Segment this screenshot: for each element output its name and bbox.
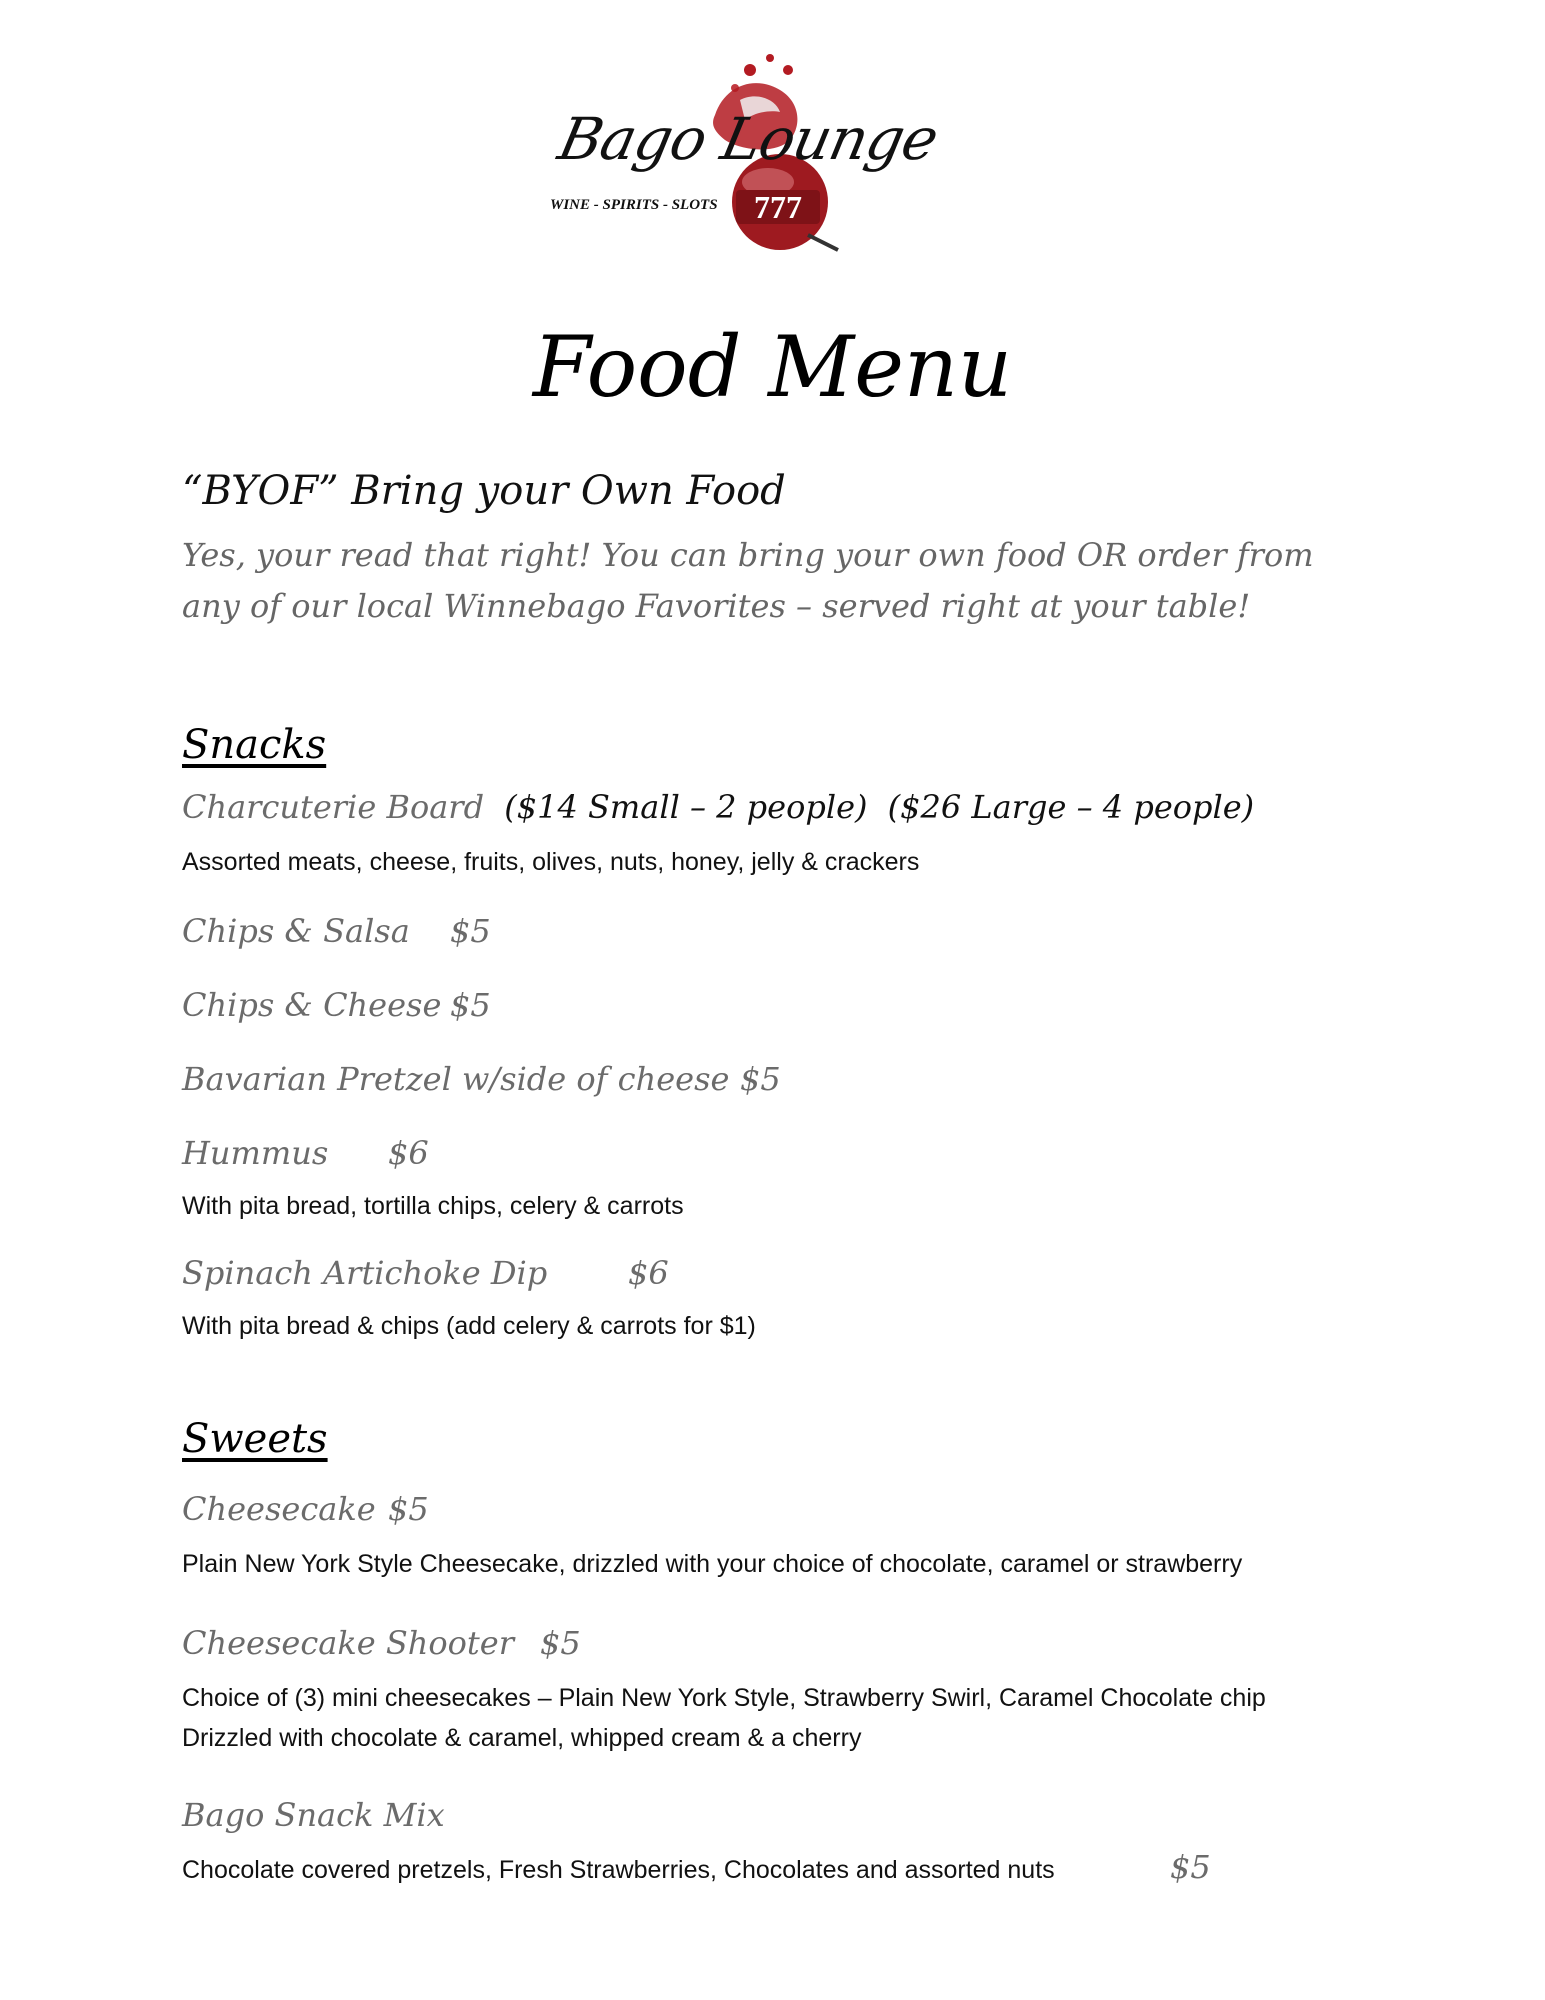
cheesecake-shooter-desc-2: Drizzled with chocolate & caramel, whipped cream & a cherry (182, 1724, 862, 1752)
bago-lounge-logo (540, 40, 944, 255)
hummus-price: $6 (388, 1134, 429, 1172)
logo-wordmark: Bago Lounge (552, 105, 944, 173)
spinach-dip-price: $6 (628, 1254, 669, 1292)
logo-tagline: WINE - SPIRITS - SLOTS (550, 197, 718, 213)
spinach-dip-desc: With pita bread & chips (add celery & carrots for $1) (182, 1312, 756, 1340)
charcuterie-desc: Assorted meats, cheese, fruits, olives, nuts, honey, jelly & crackers (182, 848, 920, 876)
pretzel-price: $5 (740, 1060, 781, 1098)
chips-salsa-price: $5 (450, 912, 491, 950)
snack-mix-name: Bago Snack Mix (182, 1796, 445, 1834)
charcuterie-small-price: ($14 Small – 2 people) (504, 788, 868, 826)
slots-777-text: 777 (754, 189, 802, 225)
cheesecake-shooter-price: $5 (540, 1624, 581, 1662)
cheesecake-price: $5 (388, 1490, 429, 1528)
pretzel-name: Bavarian Pretzel w/side of cheese (182, 1060, 730, 1098)
byof-heading: “BYOF” Bring your Own Food (182, 468, 786, 514)
cheesecake-desc: Plain New York Style Cheesecake, drizzled with your choice of chocolate, caramel or strawberry (182, 1550, 1243, 1578)
spinach-dip-name: Spinach Artichoke Dip (182, 1254, 548, 1292)
sweets-heading: Sweets (182, 1416, 328, 1462)
charcuterie-label: Charcuterie Board (182, 788, 485, 826)
page-title: Food Menu (532, 318, 1013, 416)
cheesecake-shooter-name: Cheesecake Shooter (182, 1624, 514, 1662)
chips-cheese-price: $5 (450, 986, 491, 1024)
snack-mix-price: $5 (1170, 1848, 1211, 1886)
cheesecake-name: Cheesecake (182, 1490, 376, 1528)
charcuterie-name (182, 788, 1254, 826)
chips-salsa-name: Chips & Salsa (182, 912, 410, 950)
cheesecake-shooter-desc-1: Choice of (3) mini cheesecakes – Plain New York Style, Strawberry Swirl, Caramel Chocolate chip (182, 1684, 1266, 1712)
snack-mix-desc: Chocolate covered pretzels, Fresh Strawberries, Chocolates and assorted nuts (182, 1856, 1055, 1884)
hummus-name: Hummus (182, 1134, 329, 1172)
charcuterie-large-price: ($26 Large – 4 people) (887, 788, 1255, 826)
byof-description: Yes, your read that right! You can bring your own food OR order from any of our local Winnebago Favorites – served right at your table! (182, 536, 1314, 625)
chips-cheese-name: Chips & Cheese (182, 986, 442, 1024)
hummus-desc: With pita bread, tortilla chips, celery & carrots (182, 1192, 684, 1220)
snacks-heading: Snacks (182, 722, 327, 768)
